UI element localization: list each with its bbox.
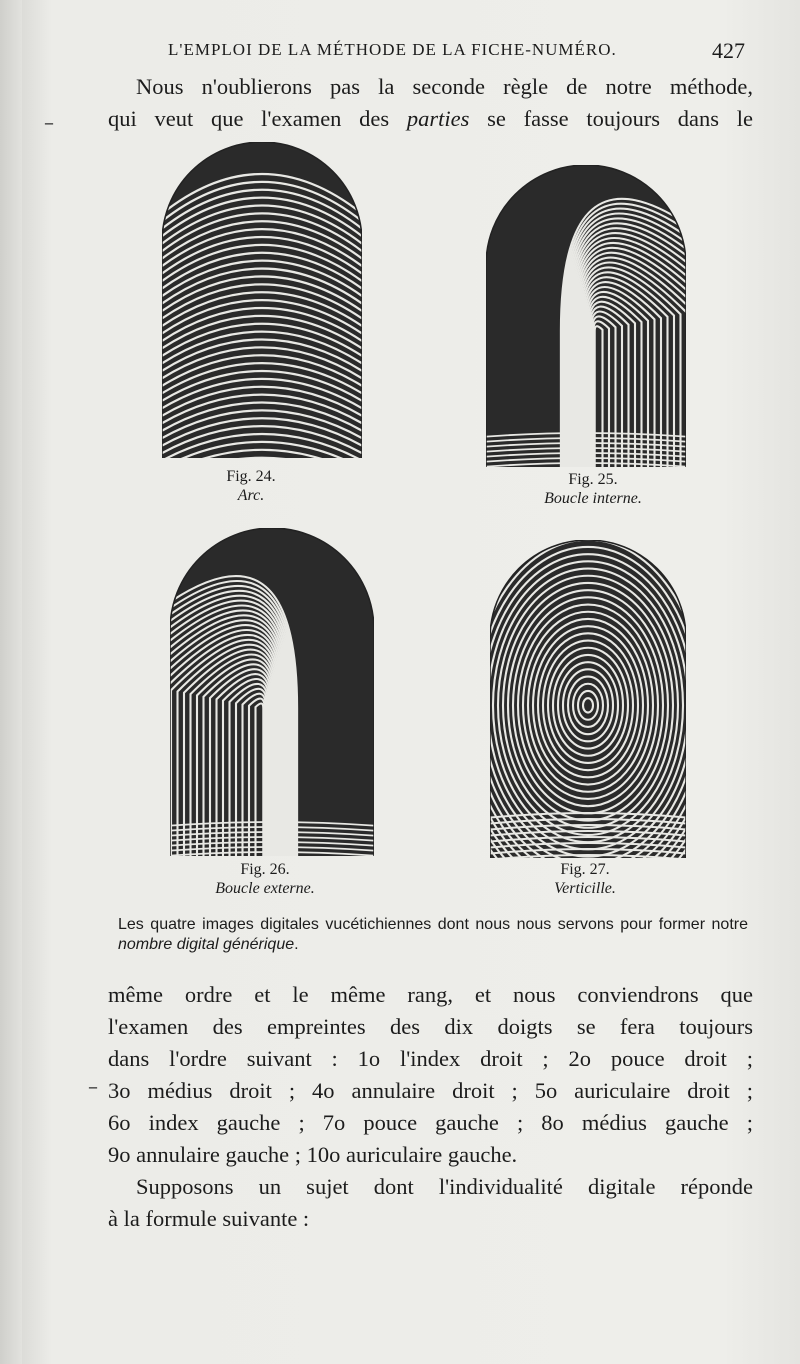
bottom-paragraph [108, 982, 753, 1238]
text-line: dans l'ordre suivant : 1o l'index droit ; 2o pouce droit ; [108, 1046, 753, 1071]
legend-text-end: . [294, 936, 299, 953]
fingerprint-inner-loop-image [486, 165, 686, 467]
figure-title: Boucle externe. [215, 880, 315, 897]
fingerprint-outer-loop-image [170, 528, 374, 856]
fingerprint-whorl-image [490, 540, 686, 858]
figure-number: Fig. 27. [560, 861, 610, 878]
legend-emphasis: nombre digital générique [118, 936, 295, 953]
running-title: L'EMPLOI DE LA MÉTHODE DE LA FICHE-NUMÉRO. [168, 40, 617, 59]
figure-number: Fig. 26. [240, 861, 290, 878]
text-line: Supposons un sujet dont l'individualité digitale réponde [136, 1174, 753, 1199]
legend-text: Les quatre images digitales vucétichiennes dont nous nous servons pour former notre [118, 916, 748, 933]
margin-dash: – [44, 110, 54, 134]
text-line: 6o index gauche ; 7o pouce gauche ; 8o médius gauche ; [108, 1110, 753, 1135]
figure-number: Fig. 25. [568, 471, 618, 488]
text-line: à la formule suivante : [108, 1206, 310, 1231]
figure-caption [520, 860, 650, 898]
figure-title: Boucle interne. [544, 490, 642, 507]
text-line: 9o annulaire gauche ; 10o auriculaire gauche. [108, 1142, 518, 1167]
text-line: Nous n'oublierons pas la seconde règle de notre méthode, [136, 74, 753, 99]
figure-title: Arc. [237, 487, 265, 504]
figure-caption [196, 467, 306, 505]
page-number: 427 [712, 38, 745, 63]
figure-caption [190, 860, 340, 898]
fingerprint-arch-image [162, 142, 362, 458]
margin-dash: – [88, 1074, 98, 1098]
text-line: 3o médius droit ; 4o annulaire droit ; 5o auriculaire droit ; [108, 1078, 753, 1103]
text-line: qui veut que l'examen des parties se fasse toujours dans le [108, 106, 754, 131]
figure-number: Fig. 24. [226, 468, 276, 485]
top-paragraph [108, 74, 753, 138]
figure-caption [508, 470, 678, 508]
page-gutter-shadow [0, 0, 22, 1364]
figure-title: Verticille. [554, 880, 616, 897]
text-line: l'examen des empreintes des dix doigts se fera toujours [108, 1014, 753, 1039]
figure-legend [118, 915, 748, 955]
text-line: même ordre et le même rang, et nous conviendrons que [108, 982, 753, 1007]
